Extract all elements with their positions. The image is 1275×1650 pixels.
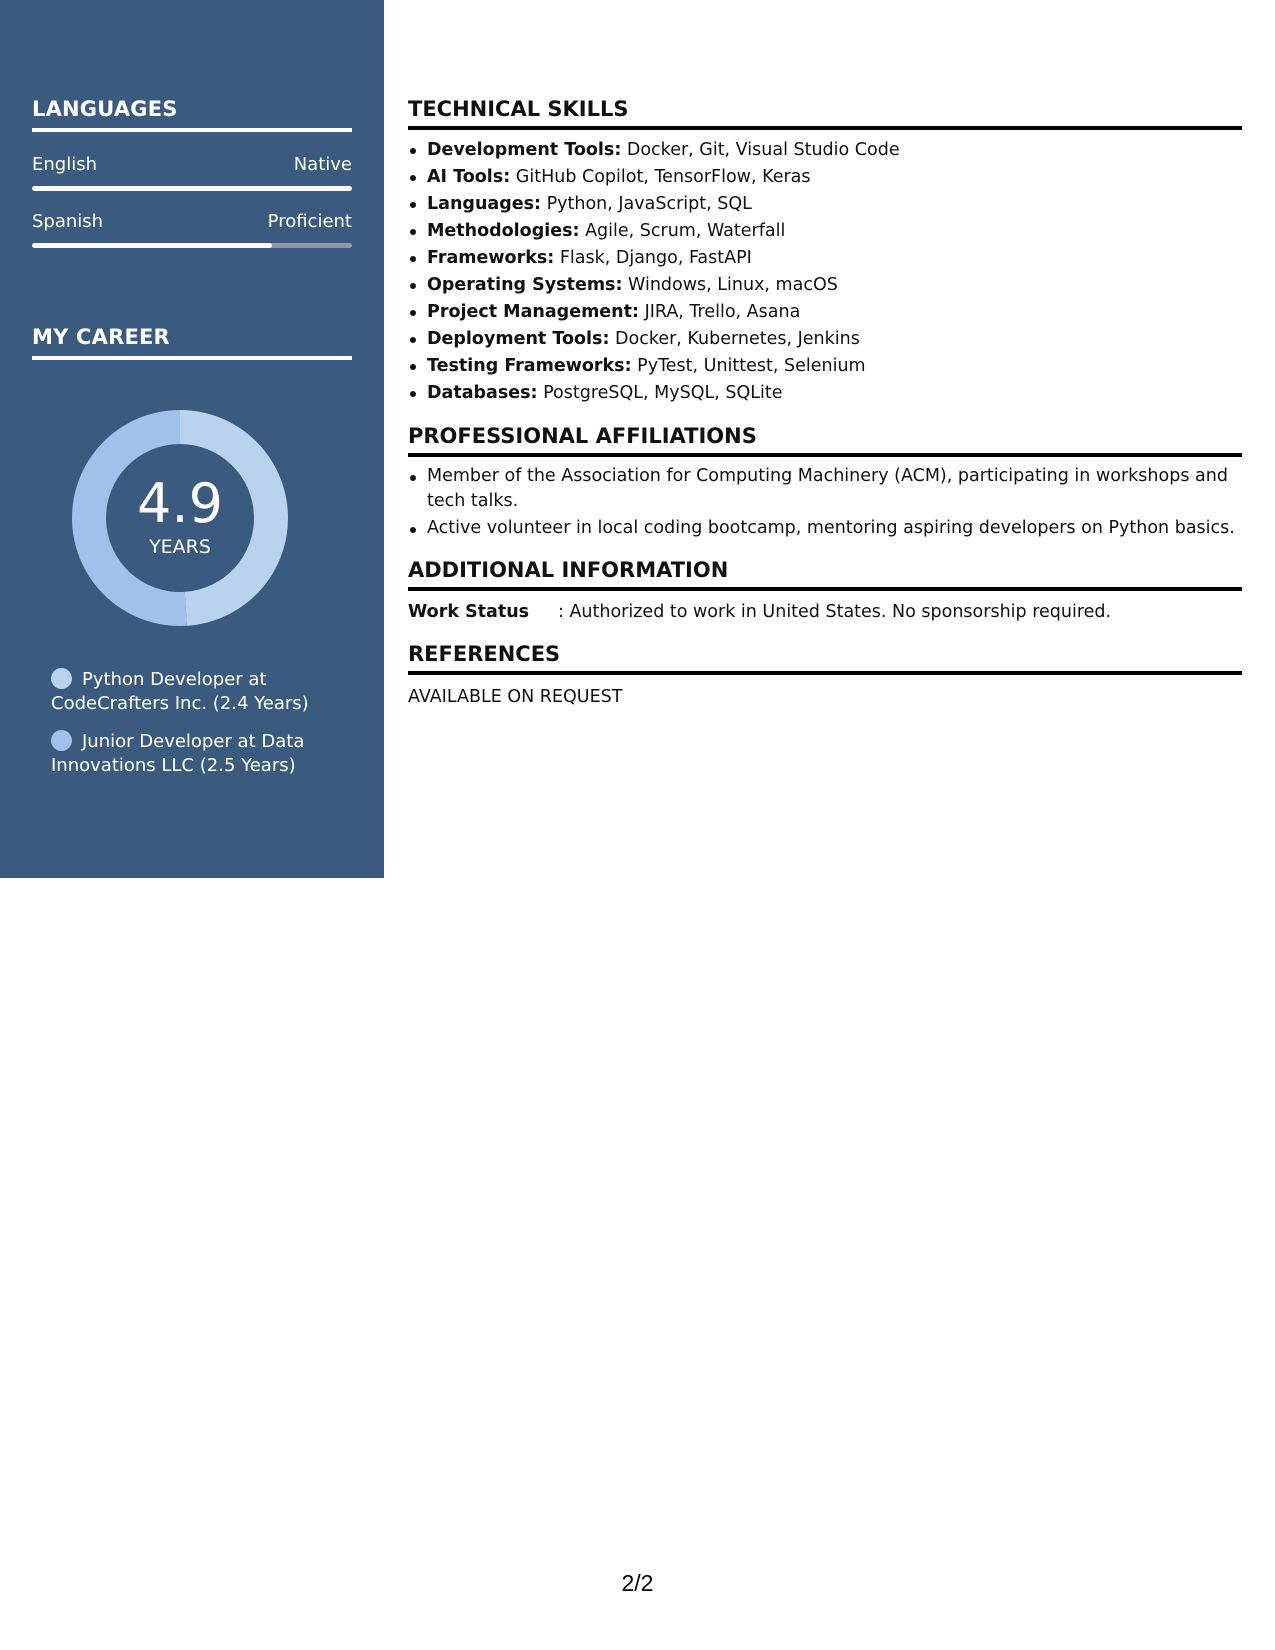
skill-value: Windows, Linux, macOS — [622, 275, 838, 295]
skill-item — [408, 137, 1242, 164]
legend-label: Python Developer at CodeCrafters Inc. (2.4 Years) — [51, 669, 309, 714]
language-row-english — [32, 154, 352, 176]
skill-value: PostgreSQL, MySQL, SQLite — [537, 383, 783, 403]
skill-item — [408, 299, 1242, 326]
skill-label: AI Tools: — [427, 167, 511, 187]
skill-label: Frameworks: — [427, 248, 555, 268]
skill-label: Operating Systems: — [427, 275, 623, 295]
career-total-unit: YEARS — [149, 536, 211, 558]
skill-value: JIRA, Trello, Asana — [639, 302, 801, 322]
skill-value: Docker, Kubernetes, Jenkins — [609, 329, 860, 349]
legend-item — [51, 668, 351, 716]
language-row-spanish — [32, 211, 352, 233]
affiliation-item: Member of the Association for Computing Machinery (ACM), participating in workshops and tech talks. — [408, 464, 1242, 514]
language-bar-fill — [32, 186, 352, 191]
career-heading: MY CAREER — [32, 324, 352, 360]
skill-item — [408, 245, 1242, 272]
skill-label: Languages: — [427, 194, 542, 214]
work-status-value: : Authorized to work in United States. No sponsorship required. — [558, 602, 1112, 622]
references-heading: REFERENCES — [408, 641, 1242, 675]
skill-value: Python, JavaScript, SQL — [541, 194, 752, 214]
career-total-years: 4.9 — [137, 472, 223, 535]
technical-skills-heading: TECHNICAL SKILLS — [408, 96, 1242, 130]
skill-label: Databases: — [427, 383, 538, 403]
skill-value: Agile, Scrum, Waterfall — [579, 221, 786, 241]
skill-item — [408, 164, 1242, 191]
donut-center — [66, 404, 294, 632]
skill-item — [408, 272, 1242, 299]
legend-label: Junior Developer at Data Innovations LLC (2.5 Years) — [51, 731, 305, 776]
language-level: Native — [293, 154, 352, 175]
career-donut-chart — [66, 404, 294, 632]
skill-value: GitHub Copilot, TensorFlow, Keras — [510, 167, 811, 187]
skill-label: Deployment Tools: — [427, 329, 610, 349]
sidebar-content — [32, 96, 352, 792]
skill-item — [408, 326, 1242, 353]
affiliation-item: Active volunteer in local coding bootcamp, mentoring aspiring developers on Python basics. — [408, 516, 1242, 541]
skill-label: Project Management: — [427, 302, 639, 322]
skill-item — [408, 353, 1242, 380]
legend-dot — [51, 668, 72, 689]
language-bar-spanish — [32, 243, 352, 248]
legend-item — [51, 730, 351, 778]
language-name: Spanish — [32, 211, 104, 232]
languages-heading: LANGUAGES — [32, 96, 352, 132]
skill-value: Flask, Django, FastAPI — [554, 248, 752, 268]
skill-item — [408, 191, 1242, 218]
sidebar — [0, 0, 384, 878]
legend-dot — [51, 730, 72, 751]
language-bar-fill — [32, 243, 272, 248]
references-section — [408, 641, 1242, 710]
skill-value: Docker, Git, Visual Studio Code — [621, 140, 900, 160]
skill-value: PyTest, Unittest, Selenium — [631, 356, 866, 376]
language-bar-english — [32, 186, 352, 191]
language-level: Proficient — [267, 211, 352, 232]
skill-label: Testing Frameworks: — [427, 356, 632, 376]
page-number: 2/2 — [621, 1570, 654, 1596]
work-status-row — [408, 599, 1242, 625]
references-text: AVAILABLE ON REQUEST — [408, 687, 623, 707]
skills-list — [408, 137, 1242, 407]
skill-item — [408, 218, 1242, 245]
main-content — [408, 96, 1242, 726]
additional-info-section — [408, 557, 1242, 625]
work-status-label: Work Status — [408, 602, 530, 622]
technical-skills-section — [408, 96, 1242, 407]
affiliations-heading: PROFESSIONAL AFFILIATIONS — [408, 423, 1242, 457]
career-legend — [51, 668, 351, 778]
additional-info-heading: ADDITIONAL INFORMATION — [408, 557, 1242, 591]
skill-label: Development Tools: — [427, 140, 622, 160]
affiliations-section — [408, 423, 1242, 541]
skill-item — [408, 380, 1242, 407]
skill-label: Methodologies: — [427, 221, 580, 241]
language-name: English — [32, 154, 97, 175]
affiliations-list — [408, 464, 1242, 541]
